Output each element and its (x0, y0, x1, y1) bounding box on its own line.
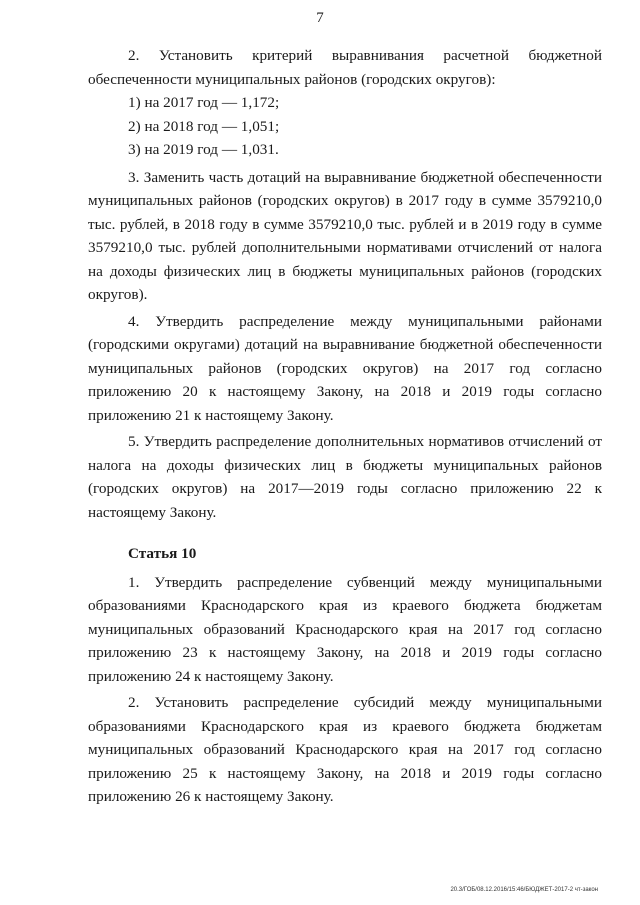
paragraph-5: 5. Утвердить распределение дополнительных нормативов отчислений от налога на доходы физических лиц в бюджеты муниципальных районов (городских округов) на 2017—2019 годы согласно приложению 22 к настоящему Закону. (88, 433, 602, 521)
footer-document-code: 20.3/ГОБ/08.12.2016/15:46/БЮДЖЕТ-2017-2 чт-закон (450, 887, 598, 893)
article-heading: Статья 10 (128, 545, 197, 562)
article-10-paragraph-1: 1. Утвердить распределение субвенций между муниципальными образованиями Краснодарского края из краевого бюджета бюджетам муниципальных образований Краснодарского края на 2017 год согласно приложению 23 к настоящему Закону, на 2018 и 2019 годы согласно приложению 24 к настоящему Закону. (88, 573, 602, 685)
paragraph-4: 4. Утвердить распределение между муниципальными районами (городскими округами) дотаций на выравнивание бюджетной обеспеченности муниципальных районов (городских округов) на 2017 год согласно приложению 20 к настоящему Закону, на 2018 и 2019 годы согласно приложению 21 к настоящему Закону. (88, 312, 602, 424)
paragraph-2: 2. Установить критерий выравнивания расчетной бюджетной обеспеченности муниципальных районов (городских округов): (88, 47, 602, 88)
article-10-paragraph-2: 2. Установить распределение субсидий между муниципальными образованиями Краснодарского края из краевого бюджета бюджетам муниципальных образований Краснодарского края на 2017 год согласно приложению 25 к настоящему Закону, на 2018 и 2019 годы согласно приложению 26 к настоящему Закону. (88, 694, 602, 805)
list-item-2019: 3) на 2019 год — 1,031. (128, 141, 279, 158)
paragraph-3: 3. Заменить часть дотаций на выравнивание бюджетной обеспеченности муниципальных районов (городских округов) в 2017 году в сумме 3579210,0 тыс. рублей, в 2018 году в сумме 3579210,0 тыс. рублей и в 2019 году в сумме 3579210,0 тыс. рублей дополнительными нормативами отчислений от налога на доходы физических лиц в бюджеты муниципальных районов (городских округов). (88, 168, 602, 303)
page-number: 7 (316, 10, 324, 26)
list-item-2018: 2) на 2018 год — 1,051; (128, 117, 280, 135)
document-body (88, 44, 602, 809)
list-item-2017: 1) на 2017 год — 1,172; (128, 94, 280, 111)
